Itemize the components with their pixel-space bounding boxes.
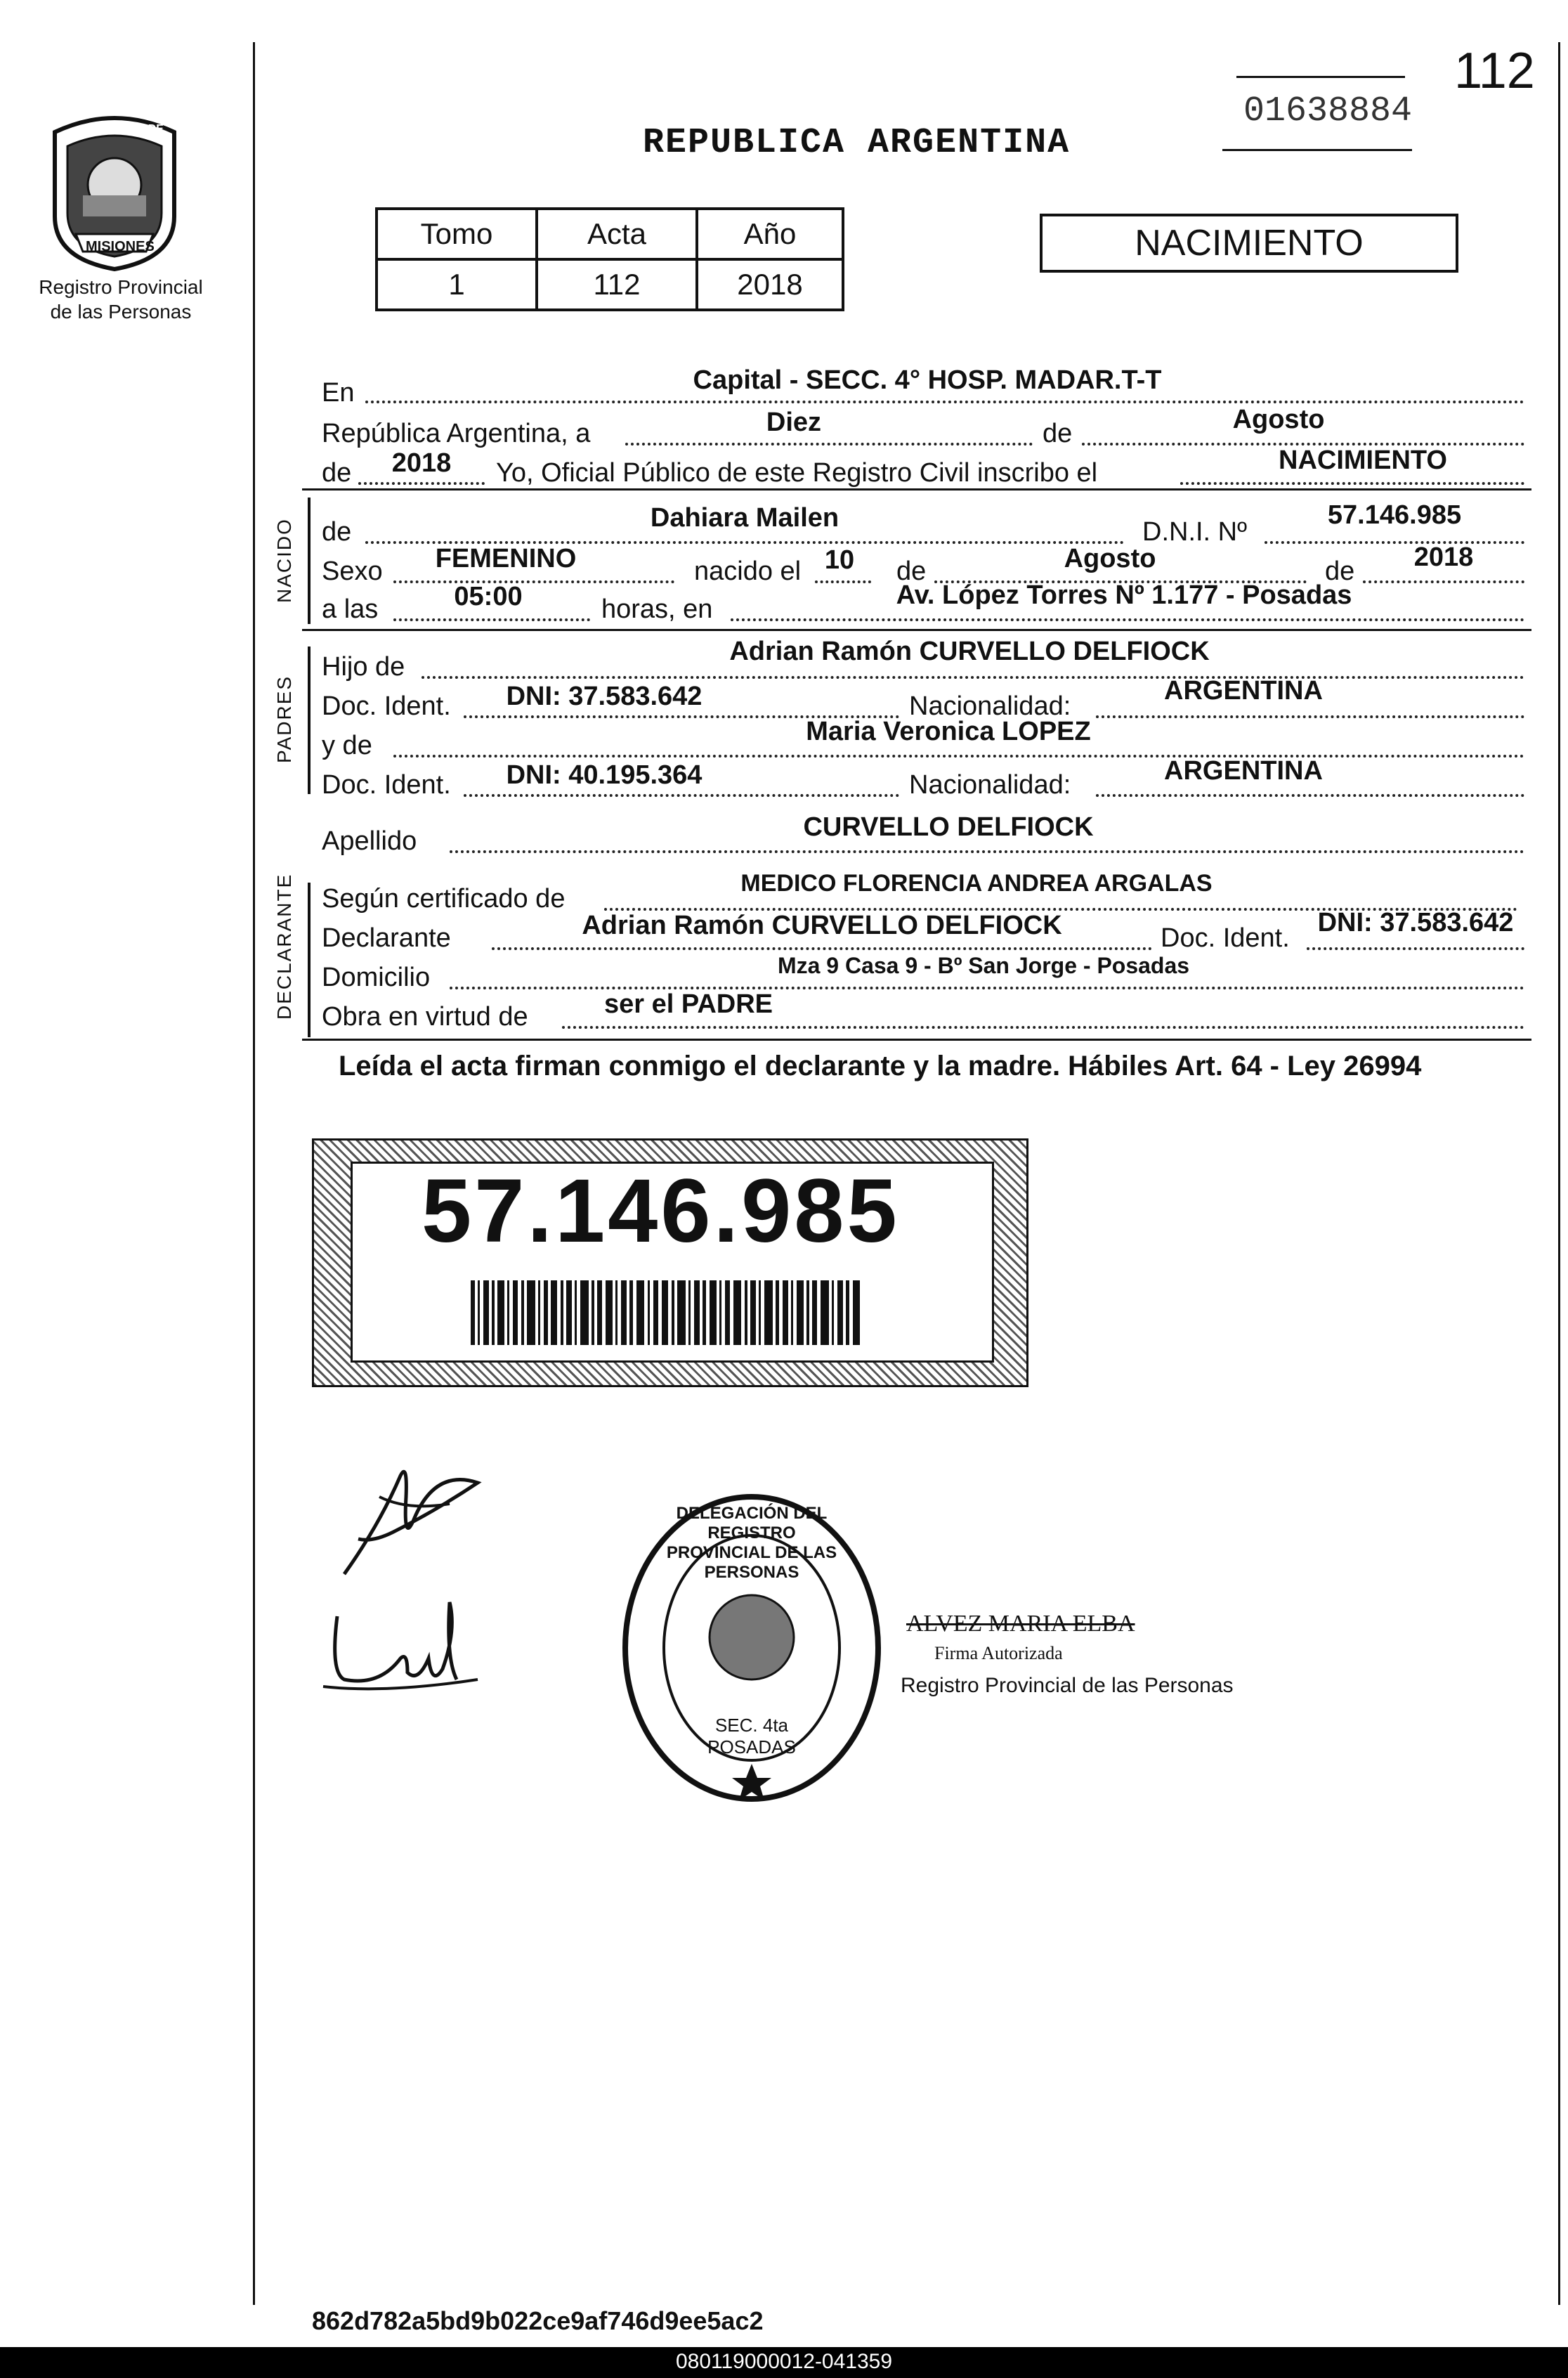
dots — [358, 482, 485, 485]
month-value: Agosto — [1232, 405, 1325, 434]
dots — [450, 850, 1524, 853]
table-cell-tomo: 1 — [377, 259, 537, 310]
section-bracket — [308, 647, 311, 794]
nac-label: Nacionalidad: — [909, 770, 1071, 800]
mother-name: Maria Veronica LOPEZ — [806, 717, 1091, 746]
child-dni: 57.146.985 — [1327, 500, 1462, 530]
section-bracket — [308, 883, 311, 1037]
barcode-icon — [471, 1280, 864, 1345]
horas-label: horas, en — [601, 594, 713, 624]
registry-label-1: Registro Provincial — [39, 276, 203, 298]
registry-label-2: de las Personas — [50, 301, 192, 323]
official-registry: Registro Provincial de las Personas — [901, 1674, 1234, 1697]
apellido-value: CURVELLO DELFIOCK — [803, 812, 1094, 842]
obra-value: ser el PADRE — [603, 989, 773, 1019]
official-name: ALVEZ MARIA ELBA — [906, 1611, 1135, 1637]
section-bracket — [308, 498, 311, 624]
dots — [393, 618, 590, 621]
father-nac: ARGENTINA — [1164, 676, 1323, 706]
doc-label: Doc. Ident. — [322, 770, 451, 800]
dots — [1307, 947, 1524, 950]
decl-label: Declarante — [322, 923, 451, 953]
footer-code: 080119000012-041359 — [675, 2350, 893, 2373]
doc-label: Doc. Ident. — [322, 691, 451, 721]
de-label: de — [322, 517, 352, 547]
apellido-label: Apellido — [322, 826, 417, 856]
page-number: 112 — [1454, 43, 1535, 99]
decl-doc: DNI: 37.583.642 — [1317, 908, 1514, 937]
de-label: de — [896, 557, 927, 586]
dots — [731, 618, 1524, 621]
mother-nac: ARGENTINA — [1164, 756, 1323, 786]
side-label-declarante: DECLARANTE — [273, 873, 295, 1020]
table-cell-acta: 112 — [537, 259, 697, 310]
birth-day: 10 — [824, 545, 855, 575]
place-value: Capital - SECC. 4° HOSP. MADAR.T-T — [693, 365, 1162, 395]
dni-stamp-number: 57.146.985 — [422, 1161, 900, 1261]
hijo-label: Hijo de — [322, 652, 405, 682]
left-margin-line — [253, 42, 255, 2305]
dots — [365, 401, 1524, 403]
section-rule — [302, 1039, 1531, 1041]
de-label: de — [1325, 557, 1355, 586]
record-type-box: NACIMIENTO — [1040, 214, 1458, 273]
nacido-label: nacido el — [694, 557, 802, 586]
section-rule — [302, 629, 1531, 631]
birth-place: Av. López Torres Nº 1.177 - Posadas — [896, 580, 1352, 610]
father-doc: DNI: 37.583.642 — [506, 682, 703, 711]
dots — [562, 1026, 1524, 1029]
sexo-label: Sexo — [322, 557, 383, 586]
cert-value: MEDICO FLORENCIA ANDREA ARGALAS — [740, 870, 1213, 897]
dots — [464, 794, 899, 797]
cert-label: Según certificado de — [322, 884, 566, 914]
table-header: Tomo — [377, 209, 537, 259]
closing-text: Leída el acta firman conmigo el declarante y la madre. Hábiles Art. 64 - Ley 26994 — [339, 1051, 1422, 1081]
seal-inner-text: SEC. 4ta POSADAS — [707, 1715, 796, 1757]
decl-value: Adrian Ramón CURVELLO DELFIOCK — [582, 911, 1062, 940]
year-value: 2018 — [391, 448, 452, 478]
serial-overline — [1236, 76, 1405, 78]
dots — [1096, 794, 1524, 797]
side-label-padres: PADRES — [273, 675, 295, 763]
seal-text-bottom: MISIONES — [86, 239, 155, 254]
day-value: Diez — [766, 408, 822, 437]
obra-label: Obra en virtud de — [322, 1002, 528, 1032]
section-rule — [302, 488, 1531, 490]
dots — [1180, 482, 1524, 485]
dots — [1096, 715, 1524, 718]
serial-underline — [1222, 149, 1412, 151]
de-label: de — [1043, 419, 1073, 448]
dom-value: Mza 9 Casa 9 - Bº San Jorge - Posadas — [777, 953, 1190, 978]
dots — [492, 947, 1152, 950]
child-name: Dahiara Mailen — [650, 503, 839, 533]
de-label: de — [322, 458, 352, 488]
seal-text-top: PROVINCIA DE — [83, 123, 164, 135]
dni-label: D.N.I. Nº — [1142, 517, 1247, 547]
seal-text-arc: DELEGACIÓN DEL REGISTRO PROVINCIAL DE LAS PERSONAS — [666, 1504, 837, 1582]
rep-label: República Argentina, a — [322, 419, 591, 448]
table-header: Año — [697, 209, 843, 259]
serial-number: 01638884 — [1243, 91, 1413, 131]
oficial-label: Yo, Oficial Público de este Registro Civil inscribo el — [496, 458, 1098, 488]
birth-month: Agosto — [1064, 544, 1156, 573]
side-label-nacido: NACIDO — [273, 518, 295, 603]
document-hash: 862d782a5bd9b022ce9af746d9ee5ac2 — [312, 2306, 764, 2335]
mother-doc: DNI: 40.195.364 — [506, 760, 703, 790]
alas-label: a las — [322, 594, 379, 624]
birth-year: 2018 — [1413, 542, 1474, 572]
birth-time: 05:00 — [454, 582, 523, 611]
country-title: REPUBLICA ARGENTINA — [643, 123, 1071, 163]
table-cell-anio: 2018 — [697, 259, 843, 310]
inscribe-value: NACIMIENTO — [1279, 446, 1447, 475]
father-name: Adrian Ramón CURVELLO DELFIOCK — [729, 637, 1210, 666]
footer-bar — [0, 2347, 1568, 2378]
dots — [625, 443, 1033, 446]
official-role: Firma Autorizada — [934, 1643, 1063, 1663]
right-border-line — [1558, 42, 1560, 2305]
dom-label: Domicilio — [322, 963, 431, 992]
signature-mother-icon — [316, 1588, 485, 1701]
record-table — [375, 207, 844, 311]
en-label: En — [322, 378, 355, 408]
doc-label: Doc. Ident. — [1161, 923, 1290, 953]
nac-label: Nacionalidad: — [909, 691, 1071, 721]
sexo-value: FEMENINO — [435, 544, 577, 573]
yde-label: y de — [322, 731, 372, 760]
table-header: Acta — [537, 209, 697, 259]
signature-declarant-icon — [330, 1455, 499, 1581]
